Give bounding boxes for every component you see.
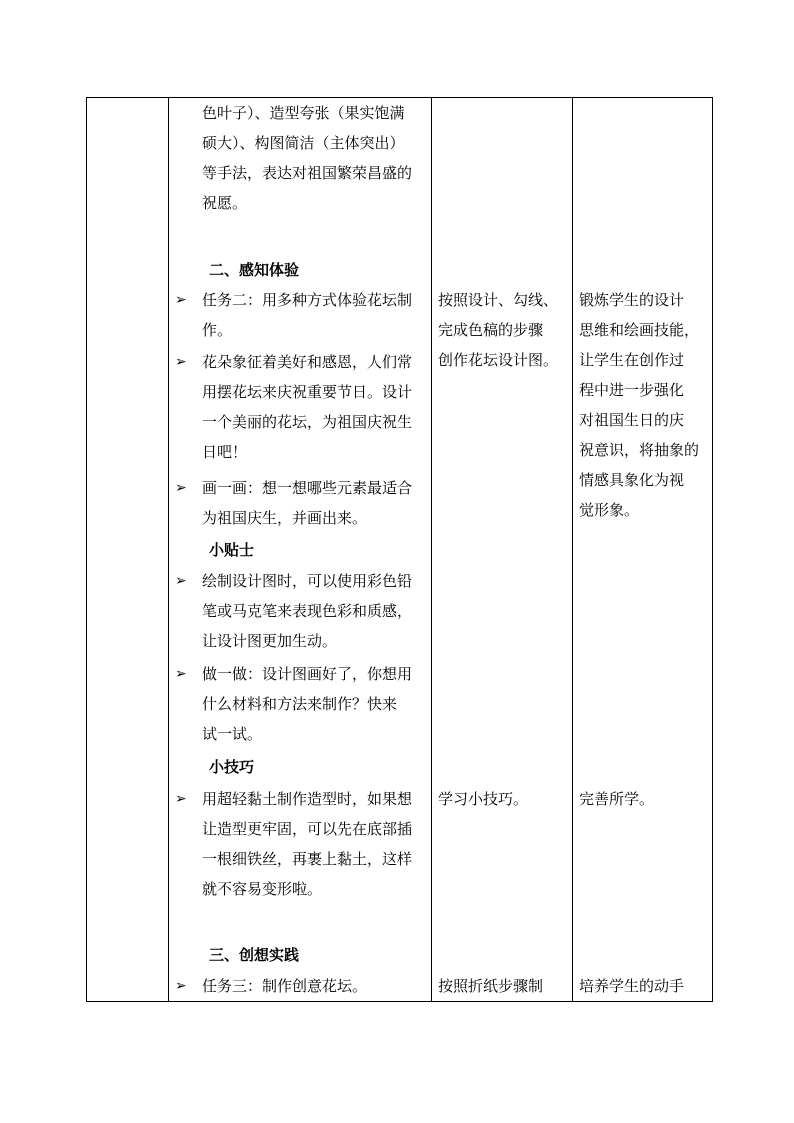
skills-heading: 小技巧 [209,758,255,776]
text-line: 硕大）、构图简洁（主体突出） [202,134,405,152]
tips-heading: 小贴士 [209,541,255,559]
design-intent-1 [579,285,706,525]
text-line: 一根细铁丝，再裹上黏土，这样 [202,850,413,868]
text-line: 完成色稿的步骤 [438,321,544,339]
text-line: 画一画：想一想哪些元素最适合 [202,479,413,497]
arrow-bullet-icon: ➢ [175,354,187,370]
arrow-bullet-icon: ➢ [175,573,187,589]
text-line: 等手法，表达对祖国繁荣昌盛的 [202,164,413,182]
section3-heading: 三、创想实践 [209,946,300,964]
design-intent-cell [573,98,713,1002]
arrow-bullet-icon: ➢ [175,791,187,807]
text-line: 完善所学。 [579,790,655,808]
design-intent-3 [579,971,706,1001]
text-line: 按照折纸步骤制 [438,977,544,995]
text-line: 绘制设计图时，可以使用彩色铅 [202,572,413,590]
text-line: 试一试。 [202,725,263,743]
arrow-bullet-icon: ➢ [175,480,187,496]
text-line: 锻炼学生的设计 [579,291,685,309]
text-line: 用超轻黏土制作造型时，如果想 [202,790,413,808]
text-line: 学习小技巧。 [438,790,529,808]
text-line: 祝愿。 [202,194,248,212]
text-line: 按照设计、勾线、 [438,291,559,309]
student-activity-2 [438,784,566,814]
text-line: 任务二：用多种方式体验花坛制 [202,291,413,309]
text-line: 培养学生的动手 [579,977,685,995]
text-line: 一个美丽的花坛，为祖国庆祝生 [202,413,413,431]
student-activity-cell [432,98,573,1002]
teaching-content-cell [169,98,432,1002]
text-line: 做一做：设计图画好了，你想用 [202,665,413,683]
text-line: 什么材料和方法来制作？快来 [202,695,398,713]
section2-heading: 二、感知体验 [209,261,300,279]
text-line: 思维和绘画技能， [579,321,700,339]
text-line: 日吧！ [202,443,248,461]
text-line: 祝意识，将抽象的 [579,441,700,459]
text-line: 作。 [202,321,233,339]
arrow-bullet-icon: ➢ [175,666,187,682]
student-activity-3 [438,971,566,1001]
text-line: 创作花坛设计图。 [438,351,559,369]
text-line: 程中进一步强化 [579,381,685,399]
text-line: 就不容易变形啦。 [202,880,323,898]
text-line: 笔或马克笔来表现色彩和质感， [202,602,413,620]
text-line: 情感具象化为视 [579,471,685,489]
design-intent-2 [579,784,706,814]
lesson-plan-table [86,97,713,1002]
text-line: 觉形象。 [579,501,640,519]
empty-column-cell [87,98,169,1002]
arrow-bullet-icon: ➢ [175,292,187,308]
text-line: 花朵象征着美好和感恩，人们常 [202,353,413,371]
text-line: 用摆花坛来庆祝重要节日。设计 [202,383,413,401]
text-line: 让设计图更加生动。 [202,632,338,650]
arrow-bullet-icon: ➢ [175,978,187,994]
student-activity-1 [438,285,566,375]
text-line: 任务三：制作创意花坛。 [202,977,368,995]
intro-paragraph [202,98,423,218]
text-line: 为祖国庆生，并画出来。 [202,509,368,527]
text-line: 让学生在创作过 [579,351,685,369]
text-line: 色叶子）、造型夸张（果实饱满 [202,104,405,122]
text-line: 对祖国生日的庆 [579,411,685,429]
text-line: 让造型更牢固，可以先在底部插 [202,820,413,838]
